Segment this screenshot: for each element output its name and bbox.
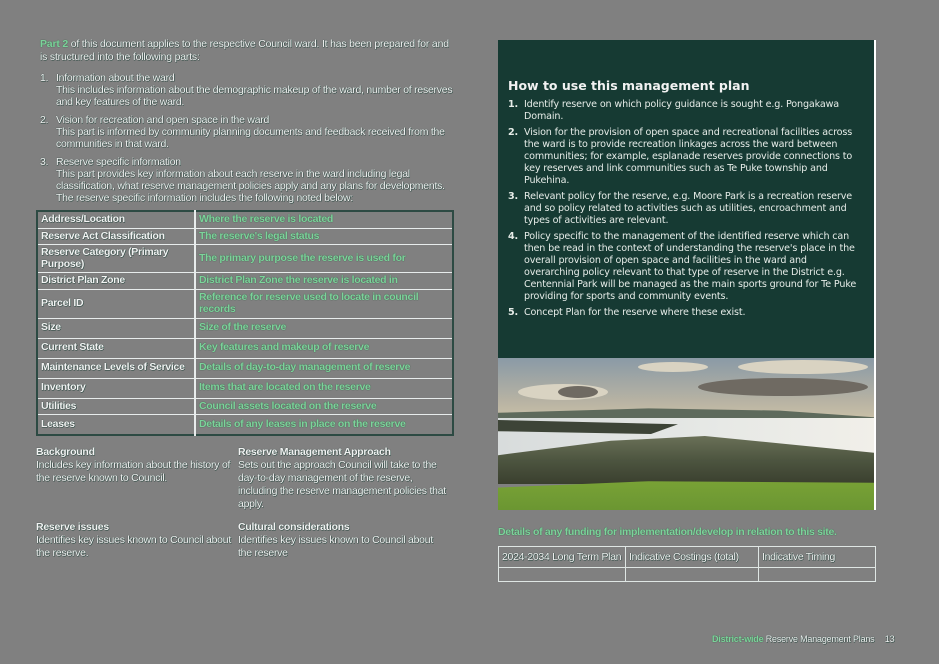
part-title: Information about the ward [56, 72, 175, 84]
row-key: Utilities [37, 398, 195, 415]
step-text: Concept Plan for the reserve where these exist. [524, 307, 746, 318]
part-title: Vision for recreation and open space in the ward [56, 114, 270, 126]
step-item [508, 231, 864, 303]
header-cell: 2024-2034 Long Term Plan [499, 547, 626, 568]
table-cell [759, 568, 876, 582]
section-reserve-issues [36, 521, 238, 560]
part-item [40, 156, 455, 204]
header-cell: Indicative Timing [759, 547, 876, 568]
row-value: Reference for reserve used to locate in council records [195, 289, 453, 318]
left-column [36, 38, 455, 570]
row-key: Current State [37, 338, 195, 358]
table-row [37, 318, 453, 338]
cloud-shape [738, 360, 868, 374]
part-item [40, 72, 455, 108]
row-value: The primary purpose the reserve is used for [195, 245, 453, 273]
step-number: 3. [508, 191, 519, 202]
cloud-shape [558, 386, 598, 398]
page-footer [712, 634, 894, 644]
row-value: Council assets located on the reserve [195, 398, 453, 415]
table-row [37, 273, 453, 290]
step-number: 5. [508, 307, 519, 318]
reserve-info-table [36, 210, 454, 436]
step-item [508, 307, 864, 319]
cloud-shape [698, 378, 868, 396]
row-key: Inventory [37, 378, 195, 398]
row-value: Key features and makeup of reserve [195, 338, 453, 358]
row-key: Reserve Act Classification [37, 228, 195, 245]
section-body: Identifies key issues known to Council about the reserve [238, 534, 434, 559]
step-text: Relevant policy for the reserve, e.g. Moore Park is a recreation reserve and so policy related to activities such as utilities, encroachment and types of activities are relevant. [524, 191, 853, 226]
step-number: 1. [508, 99, 519, 110]
section-title: Cultural considerations [238, 521, 350, 533]
parts-list [40, 72, 455, 204]
row-key: Parcel ID [37, 289, 195, 318]
footer-title: Reserve Management Plans [763, 634, 875, 644]
step-text: Policy specific to the management of the identified reserve which can then be read in the context of understanding the reserve's place in the overall provision of open space and facilities in the ward and overarching policy relevant to that type of reserve in the District e.g. Centennial Park will be managed as the main sports ground for Te Puke providing for sports and community events. [524, 231, 857, 302]
row-value: Items that are located on the reserve [195, 378, 453, 398]
table-header-row [499, 547, 876, 568]
intro-paragraph [40, 38, 455, 64]
section-body: Sets out the approach Council will take to the day-to-day management of the reserve, including the reserve management policies that apply. [238, 459, 446, 510]
table-row [37, 211, 453, 228]
section-management-approach [238, 446, 448, 511]
table-row [499, 568, 876, 582]
table-row [37, 228, 453, 245]
section-body: Identifies key issues known to Council about the reserve. [36, 534, 232, 559]
panel-title: How to use this management plan [508, 78, 750, 93]
row-value: Where the reserve is located [195, 211, 453, 228]
funding-caption: Details of any funding for implementation/develop in relation to this site. [498, 526, 837, 538]
part-body: This includes information about the demographic makeup of the ward, number of reserves and key features of the ward. [56, 84, 453, 108]
header-cell: Indicative Costings (total) [626, 547, 759, 568]
table-row [37, 245, 453, 273]
page-number: 13 [884, 634, 895, 644]
table-row [37, 289, 453, 318]
row-key: Leases [37, 415, 195, 436]
table-cell [499, 568, 626, 582]
section-title: Reserve Management Approach [238, 446, 391, 458]
part-body: This part provides key information about each reserve in the ward including legal classification, what reserve management policies apply and any plans for developments. The reserve specific information includes the following noted below: [56, 168, 445, 204]
table-cell [626, 568, 759, 582]
cloud-shape [638, 362, 708, 372]
row-key: District Plan Zone [37, 273, 195, 290]
step-item [508, 191, 864, 227]
table-row [37, 358, 453, 378]
row-value: Details of any leases in place on the reserve [195, 415, 453, 436]
step-item [508, 127, 864, 187]
part-item [40, 114, 455, 150]
landscape-photo [498, 358, 876, 510]
how-to-use-panel [498, 40, 876, 358]
funding-table [498, 546, 876, 582]
table-row [37, 415, 453, 436]
row-value: District Plan Zone the reserve is located in [195, 273, 453, 290]
part-number: 2. [40, 114, 49, 126]
row-key: Reserve Category (Primary Purpose) [37, 245, 195, 273]
footer-accent: District-wide [712, 634, 764, 644]
intro-highlight: Part 2 [40, 38, 68, 50]
step-number: 4. [508, 231, 519, 242]
intro-text: of this document applies to the respective Council ward. It has been prepared for and is structured into the following parts: [40, 38, 449, 63]
step-text: Identify reserve on which policy guidance is sought e.g. Pongakawa Domain. [524, 99, 840, 122]
part-title: Reserve specific information [56, 156, 181, 168]
row-value: The reserve's legal status [195, 228, 453, 245]
panel-steps [508, 99, 864, 319]
section-title: Reserve issues [36, 521, 109, 533]
section-cultural [238, 521, 448, 560]
table-row [37, 378, 453, 398]
row-value: Details of day-to-day management of reserve [195, 358, 453, 378]
row-key: Maintenance Levels of Service [37, 358, 195, 378]
section-descriptions [36, 446, 455, 570]
row-key: Size [37, 318, 195, 338]
right-column [498, 40, 876, 582]
row-value: Size of the reserve [195, 318, 453, 338]
section-background [36, 446, 238, 511]
part-number: 3. [40, 156, 49, 168]
part-body: This part is informed by community planning documents and feedback received from the communities in that ward. [56, 126, 445, 150]
part-number: 1. [40, 72, 49, 84]
table-row [37, 398, 453, 415]
step-item [508, 99, 864, 123]
step-number: 2. [508, 127, 519, 138]
row-key: Address/Location [37, 211, 195, 228]
table-row [37, 338, 453, 358]
step-text: Vision for the provision of open space and recreational facilities across the ward is to provide recreation linkages across the ward between communities; for example, esplanade reserves provide connections to key reserves and link communities such as Te Puke township and Pukehina. [524, 127, 853, 186]
section-body: Includes key information about the history of the reserve known to Council. [36, 459, 231, 484]
section-title: Background [36, 446, 95, 458]
